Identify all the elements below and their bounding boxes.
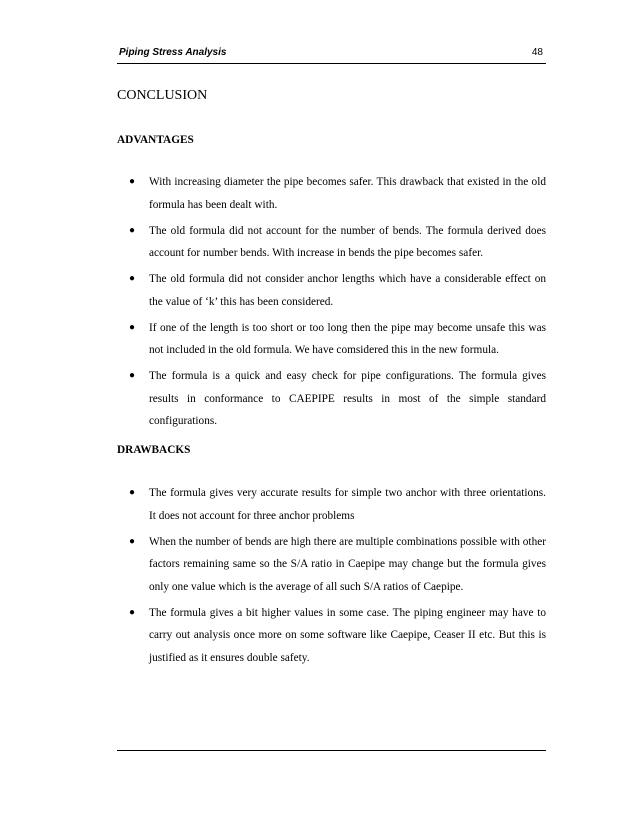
list-item [117, 268, 546, 313]
advantages-list [117, 171, 546, 436]
list-item [117, 220, 546, 265]
bullet-icon: ● [129, 224, 136, 236]
page-header [117, 47, 545, 63]
bullet-icon: ● [129, 370, 136, 381]
advantage-text: With increasing diameter the pipe becomes safer. This drawback that existed in the old formula has been dealt with. [149, 176, 546, 211]
drawback-text: The formula gives very accurate results for simple two anchor with three orientations. It does not account for three anchor problems [149, 487, 546, 522]
header-page-number: 48 [531, 47, 543, 58]
list-item [117, 317, 546, 362]
advantages-heading: ADVANTAGES [117, 134, 194, 146]
advantage-text: If one of the length is too short or too long then the pipe may become unsafe this was not included in the old formula. We have comsidered this in the new formula. [149, 321, 546, 356]
header-rule [117, 63, 546, 64]
drawback-text: The formula gives a bit higher values in some case. The piping engineer may have to carry out analysis once more on some software like Caepipe, Ceaser II etc. But this is justified as it ensures double safety. [149, 606, 546, 664]
advantage-text: The old formula did not account for the number of bends. The formula derived does account for number bends. With increase in bends the pipe becomes safer. [149, 224, 546, 259]
bullet-icon: ● [129, 321, 136, 333]
drawback-text: When the number of bends are high there are multiple combinations possible with other factors remaining same so the S/A ratio in Caepipe may change but the formula gives only one value which is the average of all such S/A ratios of Caepipe. [149, 535, 546, 593]
footer-rule [117, 750, 546, 751]
drawbacks-heading: DRAWBACKS [117, 444, 191, 456]
list-item [117, 602, 546, 670]
bullet-icon: ● [129, 273, 136, 284]
advantage-text: The formula is a quick and easy check for pipe configurations. The formula gives results in conformance to CAEPIPE results in most of the simple standard configurations. [149, 370, 546, 427]
bullet-icon: ● [129, 176, 136, 187]
header-title: Piping Stress Analysis [119, 47, 227, 58]
bullet-icon: ● [129, 606, 136, 618]
list-item [117, 171, 546, 216]
main-heading: CONCLUSION [117, 88, 208, 103]
list-item [117, 365, 546, 433]
list-item [117, 531, 546, 599]
drawbacks-list [117, 482, 546, 673]
list-item [117, 482, 546, 527]
bullet-icon: ● [129, 487, 136, 498]
advantage-text: The old formula did not consider anchor lengths which have a considerable effect on the value of ‘k’ this has been considered. [149, 273, 546, 308]
bullet-icon: ● [129, 535, 136, 547]
